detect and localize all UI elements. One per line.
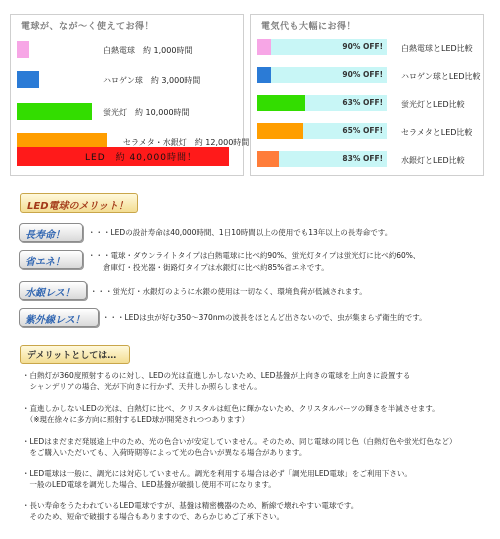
demerits-header [20, 345, 130, 364]
demerit-note-line: ・長い寿命をうたわれているLED電球ですが、基盤は精密機器のため、断線で壊れやすい電球です。 [22, 501, 359, 510]
merit-tag-uv-free [19, 308, 99, 327]
merit-text: ・・・蛍光灯・水銀灯のように水銀の使用は一切なく、環境負荷が低減されます。 [90, 287, 367, 296]
demerit-note-line: ・白熱灯が360度照射するのに対し、LEDの光は直進しかしないため、LED基盤が上向きの電球を上向きに設置する [22, 371, 411, 380]
lifespan-label: セラメタ・水銀灯 約 12,000時間 [123, 138, 250, 147]
merit-text: ・・・電球・ダウンライトタイプは白熱電球に比べ約90%、蛍光灯タイプは蛍光灯に比べ約60%、 [88, 251, 421, 260]
merit-tag-label: 水銀レス！ [25, 288, 75, 299]
merit-text: ・・・LEDは虫が好む350～370nmの波長をほとんど出さないので、虫が集まらず衛生的です。 [102, 313, 427, 322]
demerit-note-line: をご購入いただいても、入荷時期等によって光の色合いが異なる場合があります。 [22, 448, 307, 457]
demerit-note-line: ・LED電球は一般に、調光には対応していません。調光を利用する場合は必ず「調光用LED電球」をご利用下さい。 [22, 469, 412, 478]
merits-header [20, 193, 138, 213]
demerits-header-label: デメリットとしては… [27, 351, 117, 361]
savings-percent: 90% OFF! [342, 42, 383, 51]
merit-tag-label: 紫外線レス！ [25, 315, 85, 326]
lifespan-panel-title: 電球が、なが～く使えてお得！ [21, 22, 155, 32]
lifespan-panel [10, 14, 250, 176]
demerit-note-line: ・直進しかしないLEDの光は、白熱灯に比べ、クリスタルは虹色に輝かないため、クリスタルパーツの輝きを半減させます。 [22, 404, 440, 413]
merit-tag-label: 長寿命！ [25, 230, 65, 241]
lifespan-label: 蛍光灯 約 10,000時間 [103, 108, 190, 117]
merit-tag-energy-saving [19, 250, 83, 269]
merit-text: ・・・LEDの設計寿命は40,000時間、1日10時間以上の使用でも13年以上の長寿命です。 [88, 228, 393, 237]
merit-tag-mercury-free [19, 281, 87, 300]
lifespan-bar [17, 41, 29, 58]
savings-percent: 65% OFF! [342, 126, 383, 135]
lifespan-bar [17, 71, 39, 88]
demerit-note [22, 370, 410, 392]
savings-label: セラメタとLED比較 [401, 128, 473, 137]
demerit-note-line: （※現在徐々に多方向に照射するLED球が開発されつつあります） [22, 415, 250, 424]
demerit-note [22, 436, 457, 458]
savings-label: ハロゲン球とLED比較 [401, 72, 481, 81]
savings-panel [250, 14, 484, 176]
demerit-note-line: ・LEDはまだまだ発展途上中のため、光の色合いが安定していません。そのため、同じ電球の同じ色（白熱灯色や蛍光灯色など） [22, 437, 457, 446]
merit-text: 倉庫灯・投光器・街路灯タイプは水銀灯に比べ約85%省エネです。 [88, 263, 329, 272]
savings-percent: 90% OFF! [342, 70, 383, 79]
demerit-note [22, 500, 358, 522]
savings-panel-title: 電気代も大幅にお得！ [261, 22, 357, 32]
merits-header-label: LED電球のメリット！ [27, 201, 129, 212]
demerit-note-line: シャンデリアの場合、光が下向きに行かず、天井しか照らしません。 [22, 382, 262, 391]
lifespan-label: ハロゲン球 約 3,000時間 [103, 76, 201, 85]
demerit-note-line: 一般のLED電球を調光した場合、LED基盤が破損し使用不可になります。 [22, 480, 276, 489]
savings-label: 水銀灯とLED比較 [401, 156, 465, 165]
merit-tag-long-life [19, 223, 83, 242]
savings-label: 白熱電球とLED比較 [401, 44, 473, 53]
demerit-note [22, 403, 440, 425]
savings-percent: 83% OFF! [342, 154, 383, 163]
demerit-note [22, 468, 412, 490]
demerit-note-line: そのため、短命で破損する場合もありますので、あらかじめご了承下さい。 [22, 512, 285, 521]
lifespan-label-led: LED 約 40,000時間！ [85, 153, 197, 163]
savings-label: 蛍光灯とLED比較 [401, 100, 465, 109]
merit-tag-label: 省エネ！ [25, 257, 65, 268]
lifespan-label: 白熱電球 約 1,000時間 [103, 46, 193, 55]
lifespan-bar [17, 103, 92, 120]
savings-percent: 63% OFF! [342, 98, 383, 107]
